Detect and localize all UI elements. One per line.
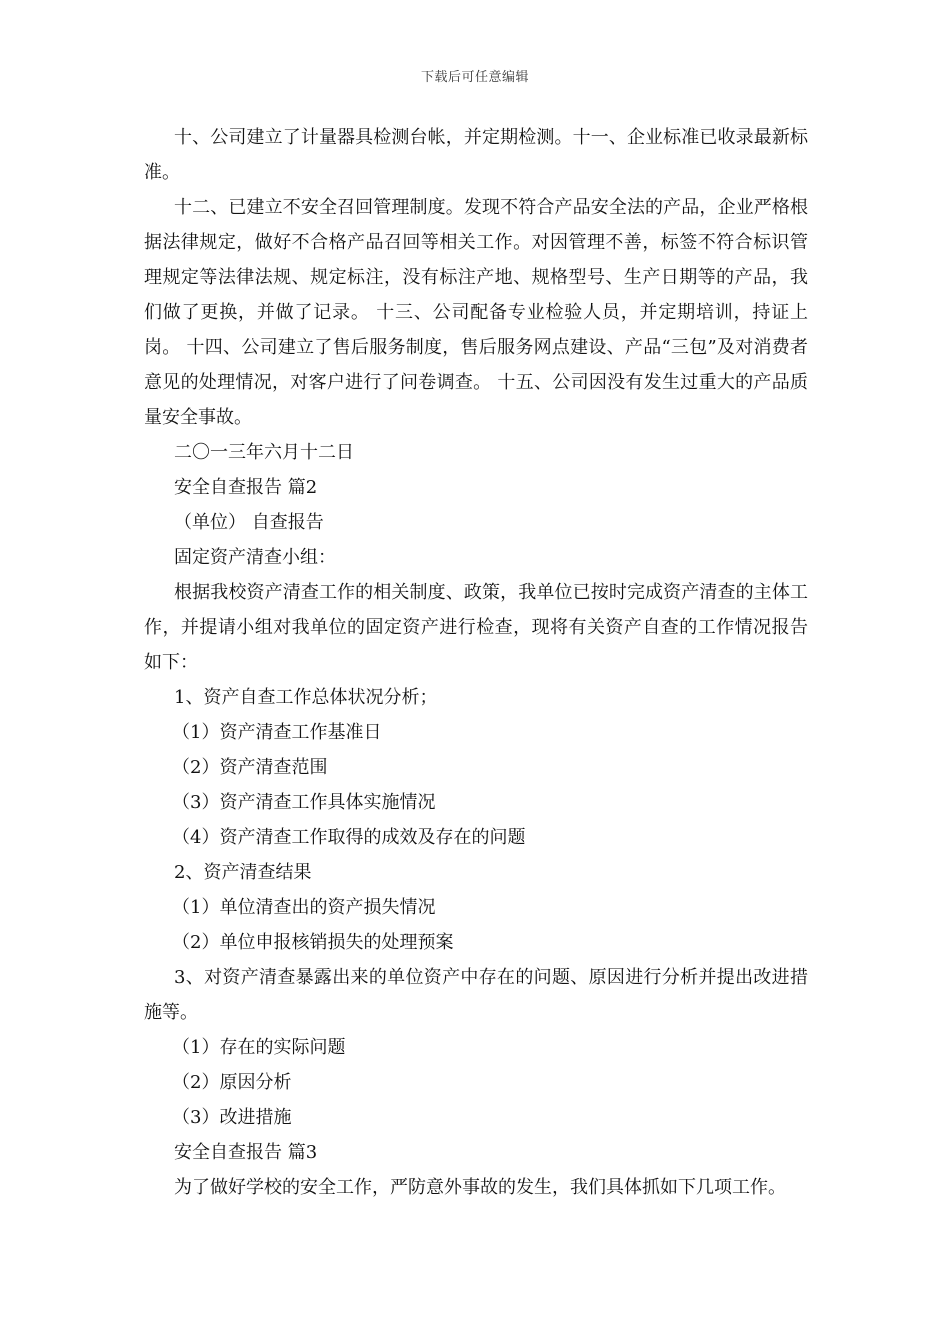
list-item: （4）资产清查工作取得的成效及存在的问题	[172, 827, 526, 848]
intro-paragraph: 根据我校资产清查工作的相关制度、政策，我单位已按时完成资产清查的主体工作，并提请小组对我单位的固定资产进行检查，现将有关资产自查的工作情况报告如下：	[144, 582, 808, 673]
heading-3: 3、对资产清查暴露出来的单位资产中存在的问题、原因进行分析并提出改进措施等。	[144, 967, 808, 1023]
section-title-3: 安全自查报告 篇3	[174, 1142, 318, 1163]
paragraph-items-10-11: 十、公司建立了计量器具检测台帐，并定期检测。十一、企业标准已收录最新标准。	[144, 127, 808, 183]
list-item: （1）资产清查工作基准日	[172, 722, 382, 743]
paragraph-items-12-15: 十二、已建立不安全召回管理制度。发现不符合产品安全法的产品，企业严格根据法律规定，做好不合格产品召回等相关工作。对因管理不善，标签不符合标识管理规定等法律法规、规定标注，没有标注产地、规格型号、生产日期等的产品，我们做了更换，并做了记录。 十三、公司配备专业检验人员，并定期培训，持证上岗。 十四、公司建立了售后服务制度，售后服务网点建设、产品“三包”及对消费者意见的处理情况，对客户进行了问卷调查。 十五、公司因没有发生过重大的产品质量安全事故。	[144, 197, 808, 428]
page-header: 下载后可任意编辑	[420, 70, 529, 85]
document-body	[144, 120, 808, 1205]
list-item: （3）改进措施	[172, 1107, 292, 1128]
list-item: （2）原因分析	[172, 1072, 292, 1093]
heading-2: 2、资产清查结果	[174, 862, 312, 883]
list-item: （3）资产清查工作具体实施情况	[172, 792, 436, 813]
list-item: （2）资产清查范围	[172, 757, 328, 778]
list-item: （1）单位清查出的资产损失情况	[172, 897, 436, 918]
list-item: （2）单位申报核销损失的处理预案	[172, 932, 454, 953]
addressee: 固定资产清查小组：	[174, 547, 336, 568]
paragraph-section-3: 为了做好学校的安全工作，严防意外事故的发生，我们具体抓如下几项工作。	[174, 1177, 786, 1198]
list-item: （1）存在的实际问题	[172, 1037, 346, 1058]
report-subtitle: （单位） 自查报告	[174, 512, 324, 533]
section-title-2: 安全自查报告 篇2	[174, 477, 318, 498]
heading-1: 1、资产自查工作总体状况分析；	[174, 687, 438, 708]
date-line: 二〇一三年六月十二日	[174, 442, 354, 463]
